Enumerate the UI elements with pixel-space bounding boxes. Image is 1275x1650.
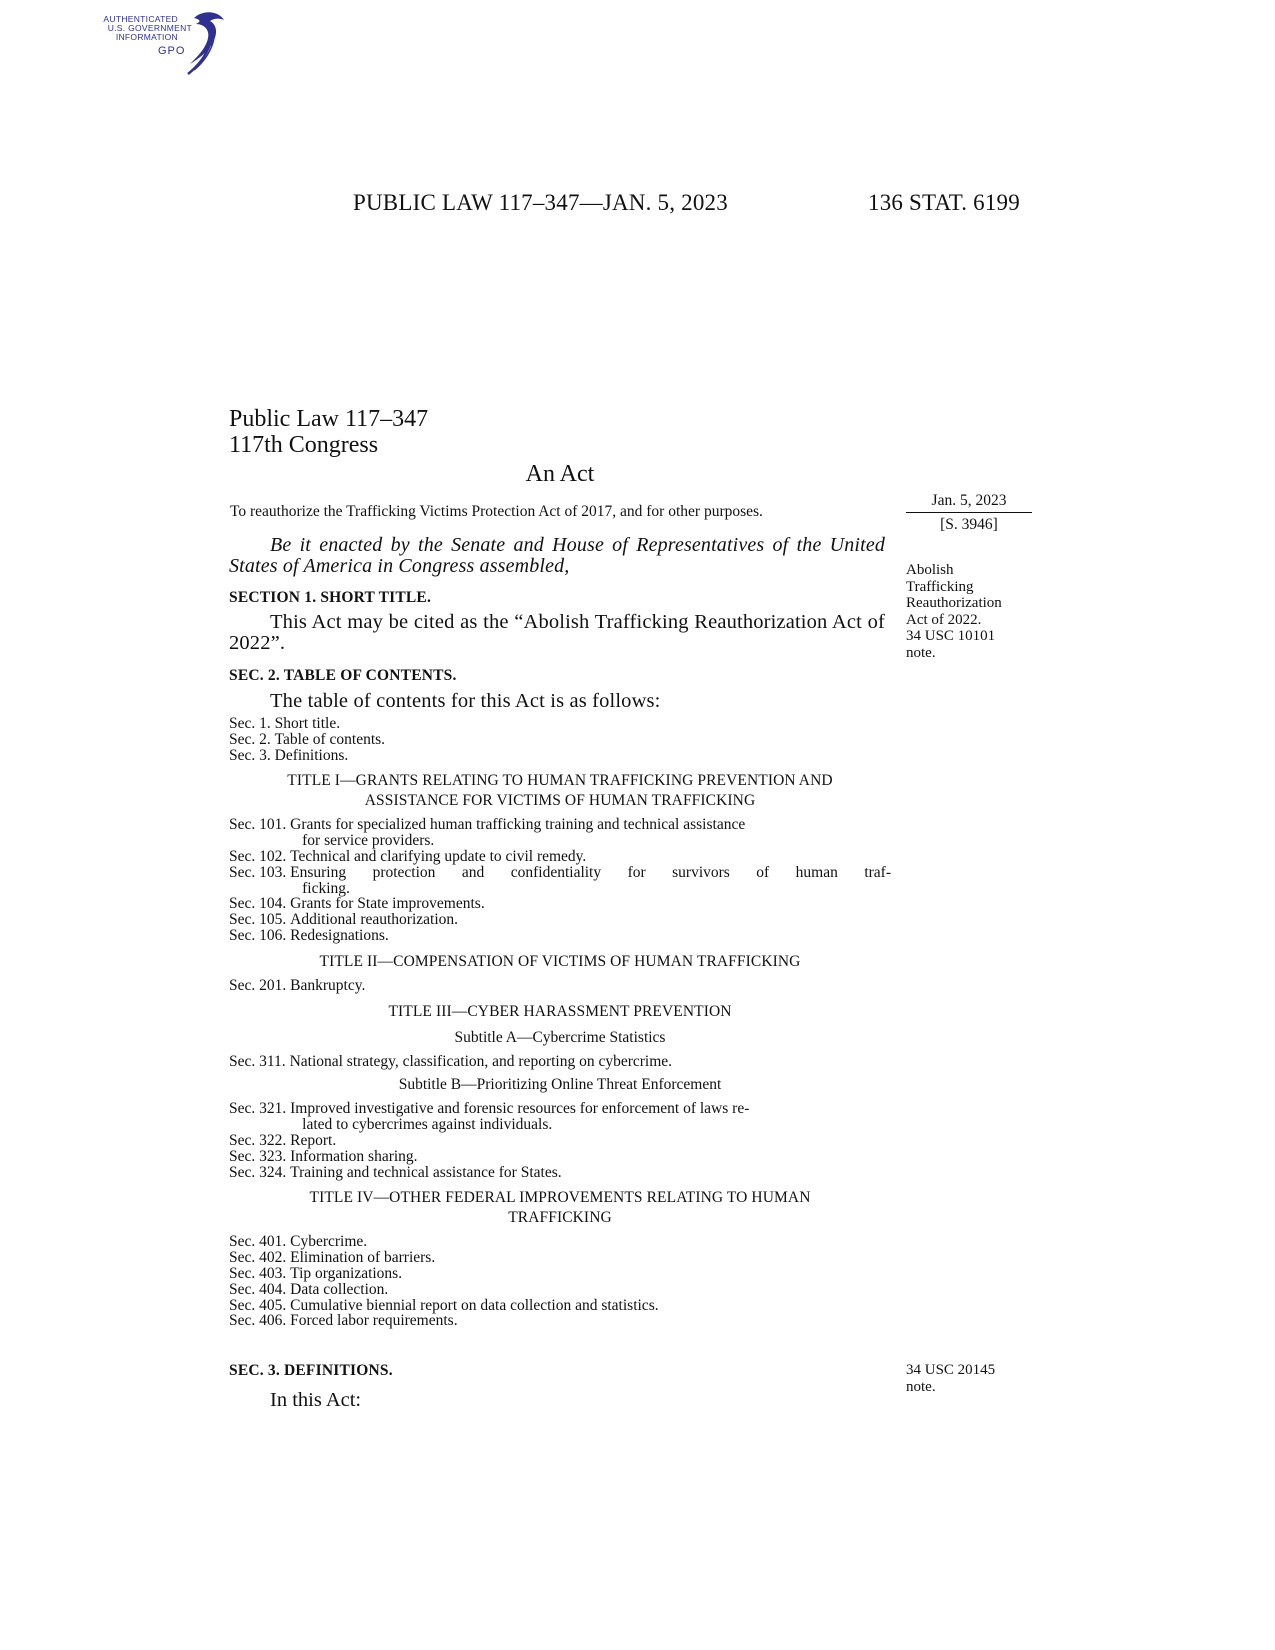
toc-entry xyxy=(229,1101,891,1133)
section-3-heading: SEC. 3. DEFINITIONS. xyxy=(229,1362,393,1379)
toc-entry-text: Definitions. xyxy=(274,746,349,764)
toc-title-4-heading xyxy=(229,1188,891,1228)
toc-entry xyxy=(229,748,891,764)
margin-date: Jan. 5, 2023 xyxy=(931,492,1007,509)
toc-entry xyxy=(229,1234,891,1250)
margin-note-line: Act of 2022. xyxy=(906,611,982,628)
toc-entry xyxy=(229,732,891,748)
toc-title-line: ASSISTANCE FOR VICTIMS OF HUMAN TRAFFICKING xyxy=(364,792,756,810)
toc-title-3-heading: TITLE III—CYBER HARASSMENT PREVENTION xyxy=(388,1002,732,1020)
toc-entry-continuation: for service providers. xyxy=(302,832,435,850)
congress-number: 117th Congress xyxy=(229,432,379,458)
section-1-heading: SECTION 1. SHORT TITLE. xyxy=(229,589,432,606)
toc-entry-continuation: lated to cybercrimes against individuals. xyxy=(302,1116,553,1134)
toc-entry-line: Improved investigative and forensic resources for enforcement of laws re- xyxy=(290,1100,750,1118)
toc-entry xyxy=(229,1149,891,1165)
toc-entry-text: Table of contents. xyxy=(274,730,386,748)
toc-entry-number: Sec. 104. xyxy=(229,895,291,913)
toc-entry-text: Tip organizations. xyxy=(290,1264,403,1282)
toc-entry-number: Sec. 403. xyxy=(229,1264,291,1282)
toc-entry xyxy=(229,716,891,732)
toc-entry xyxy=(229,817,891,849)
toc-entry-number: Sec. 105. xyxy=(229,911,291,929)
toc-entry xyxy=(229,896,891,912)
toc-title-2-heading: TITLE II—COMPENSATION OF VICTIMS OF HUMAN TRAFFICKING xyxy=(319,952,801,970)
toc-entry-number: Sec. 404. xyxy=(229,1280,291,1298)
section-2-body: The table of contents for this Act is as follows: xyxy=(270,690,661,712)
gpo-authentication-seal xyxy=(94,8,229,78)
toc-title-1-heading xyxy=(229,771,891,811)
toc-title-line: TITLE IV—OTHER FEDERAL IMPROVEMENTS RELATING TO HUMAN xyxy=(309,1189,811,1207)
seal-text-information: INFORMATION xyxy=(115,32,178,42)
toc-entry-text: Data collection. xyxy=(290,1280,389,1298)
toc-entry xyxy=(229,1133,891,1149)
act-purpose: To reauthorize the Trafficking Victims Protection Act of 2017, and for other purposes. xyxy=(230,503,763,520)
toc-entry-text: Elimination of barriers. xyxy=(290,1249,436,1267)
toc-title-line: TRAFFICKING xyxy=(508,1209,612,1227)
toc-entry-number: Sec. 3. xyxy=(229,746,275,764)
toc-entry-number: Sec. 405. xyxy=(229,1296,291,1314)
act-heading: An Act xyxy=(525,461,595,487)
toc-entry xyxy=(229,849,891,865)
toc-entry-number: Sec. 322. xyxy=(229,1131,291,1149)
toc-title-line: TITLE I—GRANTS RELATING TO HUMAN TRAFFICKING PREVENTION AND xyxy=(287,772,833,790)
toc-group-intro xyxy=(229,716,891,763)
toc-entry-line: Ensuring protection and confidentiality for survivors of human traf- xyxy=(290,863,891,881)
toc-entry-number: Sec. 102. xyxy=(229,847,291,865)
toc-entry xyxy=(229,928,891,944)
toc-group-title-2 xyxy=(229,978,891,994)
section-1-body: This Act may be cited as the “Abolish Trafficking Reauthorization Act of 2022”. xyxy=(229,611,885,654)
margin-note-line: note. xyxy=(906,644,936,661)
toc-entry-text: Cybercrime. xyxy=(290,1233,368,1251)
toc-entry-text xyxy=(290,865,891,897)
margin-note-definitions xyxy=(906,1362,995,1395)
margin-rule xyxy=(906,512,1032,513)
public-law-title: Public Law 117–347 xyxy=(229,406,429,432)
toc-group-title-1 xyxy=(229,817,891,943)
margin-note-line: Abolish xyxy=(906,562,954,578)
eagle-icon xyxy=(180,8,228,78)
seal-text-gpo: GPO xyxy=(158,45,186,57)
toc-entry xyxy=(229,1165,891,1181)
toc-entry-text: Training and technical assistance for States. xyxy=(290,1163,562,1181)
section-3-body: In this Act: xyxy=(270,1389,362,1411)
toc-entry xyxy=(229,912,891,928)
toc-group-title-4 xyxy=(229,1234,891,1329)
toc-subtitle-a: Subtitle A—Cybercrime Statistics xyxy=(454,1028,666,1046)
toc-entry xyxy=(229,1250,891,1266)
toc-entry-text xyxy=(290,817,891,849)
margin-note-line: 34 USC 20145 xyxy=(906,1362,996,1378)
margin-note-line: Trafficking xyxy=(906,578,974,595)
toc-entry-number: Sec. 101. xyxy=(229,816,291,834)
toc-entry-number: Sec. 1. xyxy=(229,715,275,732)
toc-subtitle-b: Subtitle B—Prioritizing Online Threat Enforcement xyxy=(398,1076,722,1094)
toc-entry-line: Grants for specialized human trafficking training and technical assistance xyxy=(290,816,746,834)
toc-entry-text: Information sharing. xyxy=(290,1147,418,1165)
toc-entry-text: Forced labor requirements. xyxy=(290,1312,458,1330)
running-head: PUBLIC LAW 117–347—JAN. 5, 2023 xyxy=(353,190,728,215)
toc-entry-number: Sec. 406. xyxy=(229,1312,291,1330)
toc-group-subtitle-b xyxy=(229,1101,891,1180)
toc-entry-text: Technical and clarifying update to civil remedy. xyxy=(290,847,587,865)
margin-note-line: note. xyxy=(906,1378,936,1395)
section-2-heading: SEC. 2. TABLE OF CONTENTS. xyxy=(229,667,457,684)
enacting-clause: Be it enacted by the Senate and House of Representatives of the United States of America in Congress assembled, xyxy=(229,534,885,577)
toc-entry-text: Short title. xyxy=(274,715,341,732)
toc-entry-number: Sec. 201. xyxy=(229,976,291,994)
toc-entry-text xyxy=(290,1101,891,1133)
toc-entry-number: Sec. 401. xyxy=(229,1233,291,1251)
toc-entry-number: Sec. 323. xyxy=(229,1147,291,1165)
toc-entry xyxy=(229,1282,891,1298)
toc-entry xyxy=(229,865,891,897)
toc-entry-number: Sec. 324. xyxy=(229,1163,291,1181)
toc-entry-text: Report. xyxy=(290,1131,337,1149)
toc-entry xyxy=(229,1298,891,1314)
toc-entry-number: Sec. 321. xyxy=(229,1100,291,1118)
toc-entry-number: Sec. 2. xyxy=(229,730,275,748)
toc-entry-continuation: ficking. xyxy=(302,879,350,897)
toc-entry xyxy=(229,1054,891,1070)
toc-entry xyxy=(229,1266,891,1282)
statute-page-number: 136 STAT. 6199 xyxy=(868,190,1020,215)
toc-entry-text: Bankruptcy. xyxy=(290,976,366,994)
toc-entry-text: Grants for State improvements. xyxy=(290,895,485,913)
margin-note-line: Reauthorization xyxy=(906,595,1002,611)
margin-note-short-title xyxy=(906,562,1002,661)
toc-group-subtitle-a xyxy=(229,1054,891,1070)
seal-text-government: U.S. GOVERNMENT xyxy=(107,23,192,33)
toc-entry-number: Sec. 106. xyxy=(229,926,291,944)
toc-entry-text: National strategy, classification, and reporting on cybercrime. xyxy=(289,1052,673,1070)
margin-note-line: 34 USC 10101 xyxy=(906,628,996,644)
toc-entry-number: Sec. 103. xyxy=(229,863,291,881)
toc-entry-number: Sec. 402. xyxy=(229,1249,291,1267)
toc-entry-text: Additional reauthorization. xyxy=(290,911,459,929)
toc-entry xyxy=(229,1313,891,1329)
table-of-contents xyxy=(229,716,891,1329)
toc-entry-text: Cumulative biennial report on data collection and statistics. xyxy=(290,1296,659,1314)
margin-bill-number: [S. 3946] xyxy=(940,516,998,533)
toc-entry xyxy=(229,978,891,994)
seal-text-authenticated: AUTHENTICATED xyxy=(103,14,178,24)
toc-entry-text: Redesignations. xyxy=(290,926,389,944)
toc-entry-number: Sec. 311. xyxy=(229,1052,290,1070)
